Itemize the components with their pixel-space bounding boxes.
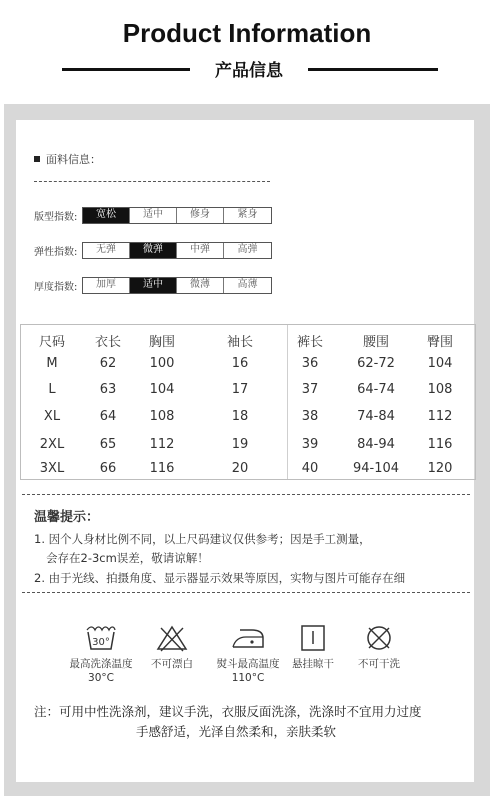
subtitle-row — [0, 56, 494, 82]
fit-option-tight: 紧身 — [224, 208, 271, 223]
care-label-iron-temp: 110°C — [231, 672, 265, 684]
table-cell: 104 — [149, 382, 175, 397]
note-line-1: 注：可用中性洗涤剂，建议手洗，衣服反面洗涤，洗涤时不宜用力过度 — [34, 704, 422, 719]
note-line-2: 手感舒适，光泽自然柔和，亲肤柔软 — [136, 724, 337, 739]
table-header-cell: 臀围 — [426, 335, 453, 350]
tips-title: 温馨提示： — [34, 510, 100, 525]
bullet-icon — [34, 156, 40, 162]
table-cell: 74-84 — [357, 409, 395, 424]
table-cell: 112 — [149, 437, 175, 452]
care-label-bleach: 不可漂白 — [151, 658, 193, 670]
tip-line-1: 1. 因个人身材比例不同，以上尺码建议仅供参考；因是手工测量， — [34, 532, 371, 546]
table-cell: 20 — [231, 461, 249, 476]
care-label-dryclean: 不可干洗 — [358, 658, 400, 670]
table-cell: XL — [43, 409, 61, 424]
table-header-cell: 腰围 — [362, 335, 389, 350]
thick-option-very-thin: 高薄 — [224, 278, 271, 293]
care-label-wash-temp: 30°C — [88, 672, 114, 684]
table-cell: 66 — [99, 461, 117, 476]
wash-30-icon — [84, 624, 118, 652]
table-cell: 64 — [99, 409, 117, 424]
table-cell: 37 — [301, 382, 319, 397]
wash-temp-label: 30° — [92, 637, 110, 648]
elastic-option-medium: 中弹 — [177, 243, 224, 258]
table-cell: 64-74 — [357, 382, 395, 397]
table-cell: 63 — [99, 382, 117, 397]
elastic-option-slight: 微弹 — [130, 243, 177, 258]
table-cell: M — [46, 356, 58, 371]
fit-option-loose: 宽松 — [83, 208, 130, 223]
divider-left — [62, 68, 190, 71]
table-cell: 120 — [427, 461, 453, 476]
table-cell: 18 — [231, 409, 249, 424]
fabric-heading-text: 面料信息： — [46, 153, 101, 166]
table-cell: 108 — [427, 382, 453, 397]
table-cell: 94-104 — [352, 461, 400, 476]
elasticity-index-label: 弹性指数: — [34, 247, 78, 258]
table-header-cell: 裤长 — [296, 335, 323, 350]
table-cell: 38 — [301, 409, 319, 424]
table-cell: 65 — [99, 437, 117, 452]
table-cell: 108 — [149, 409, 175, 424]
iron-icon — [230, 624, 266, 652]
care-label-hang: 悬挂晾干 — [292, 658, 334, 670]
thick-option-regular: 适中 — [130, 278, 177, 293]
no-dryclean-icon — [365, 624, 393, 652]
table-cell: 19 — [231, 437, 249, 452]
table-cell: 62 — [99, 356, 117, 371]
table-cell: 16 — [231, 356, 249, 371]
table-cell: 116 — [427, 437, 453, 452]
table-cell: 84-94 — [357, 437, 395, 452]
thick-option-thin: 微薄 — [177, 278, 224, 293]
tip-line-1b: 会存在2-3cm误差，敬请谅解！ — [46, 551, 209, 565]
table-cell: 116 — [149, 461, 175, 476]
table-cell: 2XL — [39, 437, 65, 452]
table-cell: 100 — [149, 356, 175, 371]
elastic-option-none: 无弹 — [83, 243, 130, 258]
fit-index-label: 版型指数: — [34, 212, 78, 223]
table-cell: 112 — [427, 409, 453, 424]
elastic-option-high: 高弹 — [224, 243, 271, 258]
thick-option-thick: 加厚 — [83, 278, 130, 293]
table-cell: 3XL — [39, 461, 65, 476]
table-cell: 62-72 — [357, 356, 395, 371]
care-label-wash: 最高洗涤温度 — [69, 658, 133, 670]
table-header-cell: 衣长 — [94, 335, 121, 350]
care-label-iron: 熨斗最高温度 — [216, 658, 280, 670]
thickness-index-options — [82, 277, 272, 294]
table-cell: 39 — [301, 437, 319, 452]
table-cell: L — [48, 382, 56, 397]
table-header-cell: 尺码 — [38, 335, 65, 350]
elasticity-index-options — [82, 242, 272, 259]
table-header-cell: 袖长 — [226, 335, 253, 350]
thickness-index-label: 厚度指数: — [34, 282, 78, 293]
page-subtitle: 产品信息 — [215, 61, 283, 81]
table-header-cell: 胸围 — [148, 335, 175, 350]
page-title: Product Information — [122, 18, 372, 48]
fit-option-regular: 适中 — [130, 208, 177, 223]
table-cell: 17 — [231, 382, 249, 397]
fit-option-slim: 修身 — [177, 208, 224, 223]
divider-right — [308, 68, 438, 71]
table-cell: 36 — [301, 356, 319, 371]
table-cell: 40 — [301, 461, 319, 476]
hang-dry-icon — [300, 624, 326, 652]
no-bleach-icon — [155, 624, 189, 652]
table-cell: 104 — [427, 356, 453, 371]
fabric-heading — [34, 151, 101, 167]
dashed-divider — [34, 181, 270, 182]
fit-index-options — [82, 207, 272, 224]
dashed-divider-care — [22, 592, 470, 593]
dashed-divider-tips — [22, 494, 470, 495]
tip-line-2: 2. 由于光线、拍摄角度、显示器显示效果等原因，实物与图片可能存在细 — [34, 571, 406, 585]
